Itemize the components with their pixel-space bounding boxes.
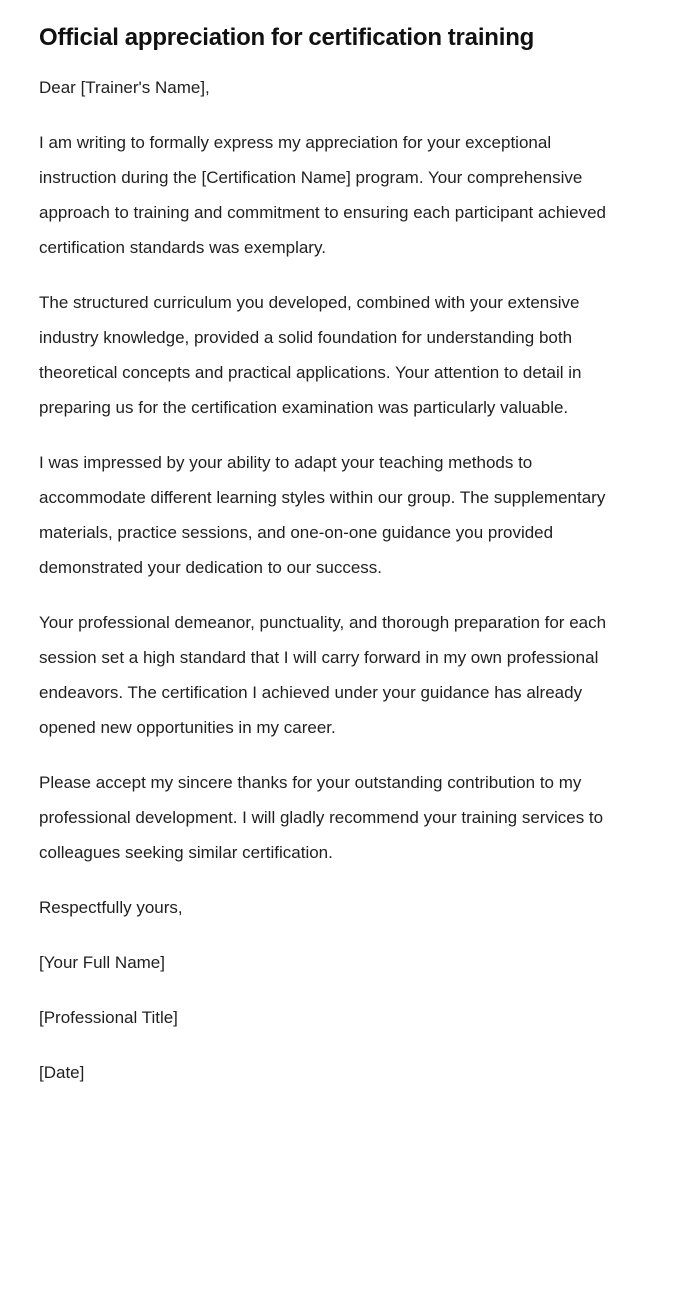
signature-full-name: [Your Full Name]: [39, 953, 165, 972]
letter-paragraph-3: I was impressed by your ability to adapt your teaching methods to accommodate different learning styles within our group. The supplementary materials, practice sessions, and one-on-one guidance you provided demonstrated your dedication to our success.: [39, 453, 606, 577]
signature-block: [39, 945, 629, 1130]
page-title: Official appreciation for certification training: [39, 24, 535, 51]
letter-paragraph-4: Your professional demeanor, punctuality, and thorough preparation for each session set a high standard that I will carry forward in my own professional endeavors. The certification I achieved under your guidance has already opened new opportunities in my career.: [39, 613, 607, 737]
letter-paragraph-1: I am writing to formally express my appreciation for your exceptional instruction during the [Certification Name] program. Your comprehensive approach to training and commitment to ensuring each participant achieved certification standards was exemplary.: [39, 133, 607, 257]
letter-paragraph-5: Please accept my sincere thanks for your outstanding contribution to my professional development. I will gladly recommend your training services to colleagues seeking similar certification.: [39, 773, 604, 862]
signature-date: [Date]: [39, 1063, 85, 1082]
letter-paragraph-2: The structured curriculum you developed, combined with your extensive industry knowledge, provided a solid foundation for understanding both theoretical concepts and practical applications. Your attention to detail in preparing us for the certification examination was particularly valuable.: [39, 293, 582, 417]
letter-closing: Respectfully yours,: [39, 898, 183, 917]
signature-professional-title: [Professional Title]: [39, 1008, 178, 1027]
letter-salutation: Dear [Trainer's Name],: [39, 78, 210, 97]
